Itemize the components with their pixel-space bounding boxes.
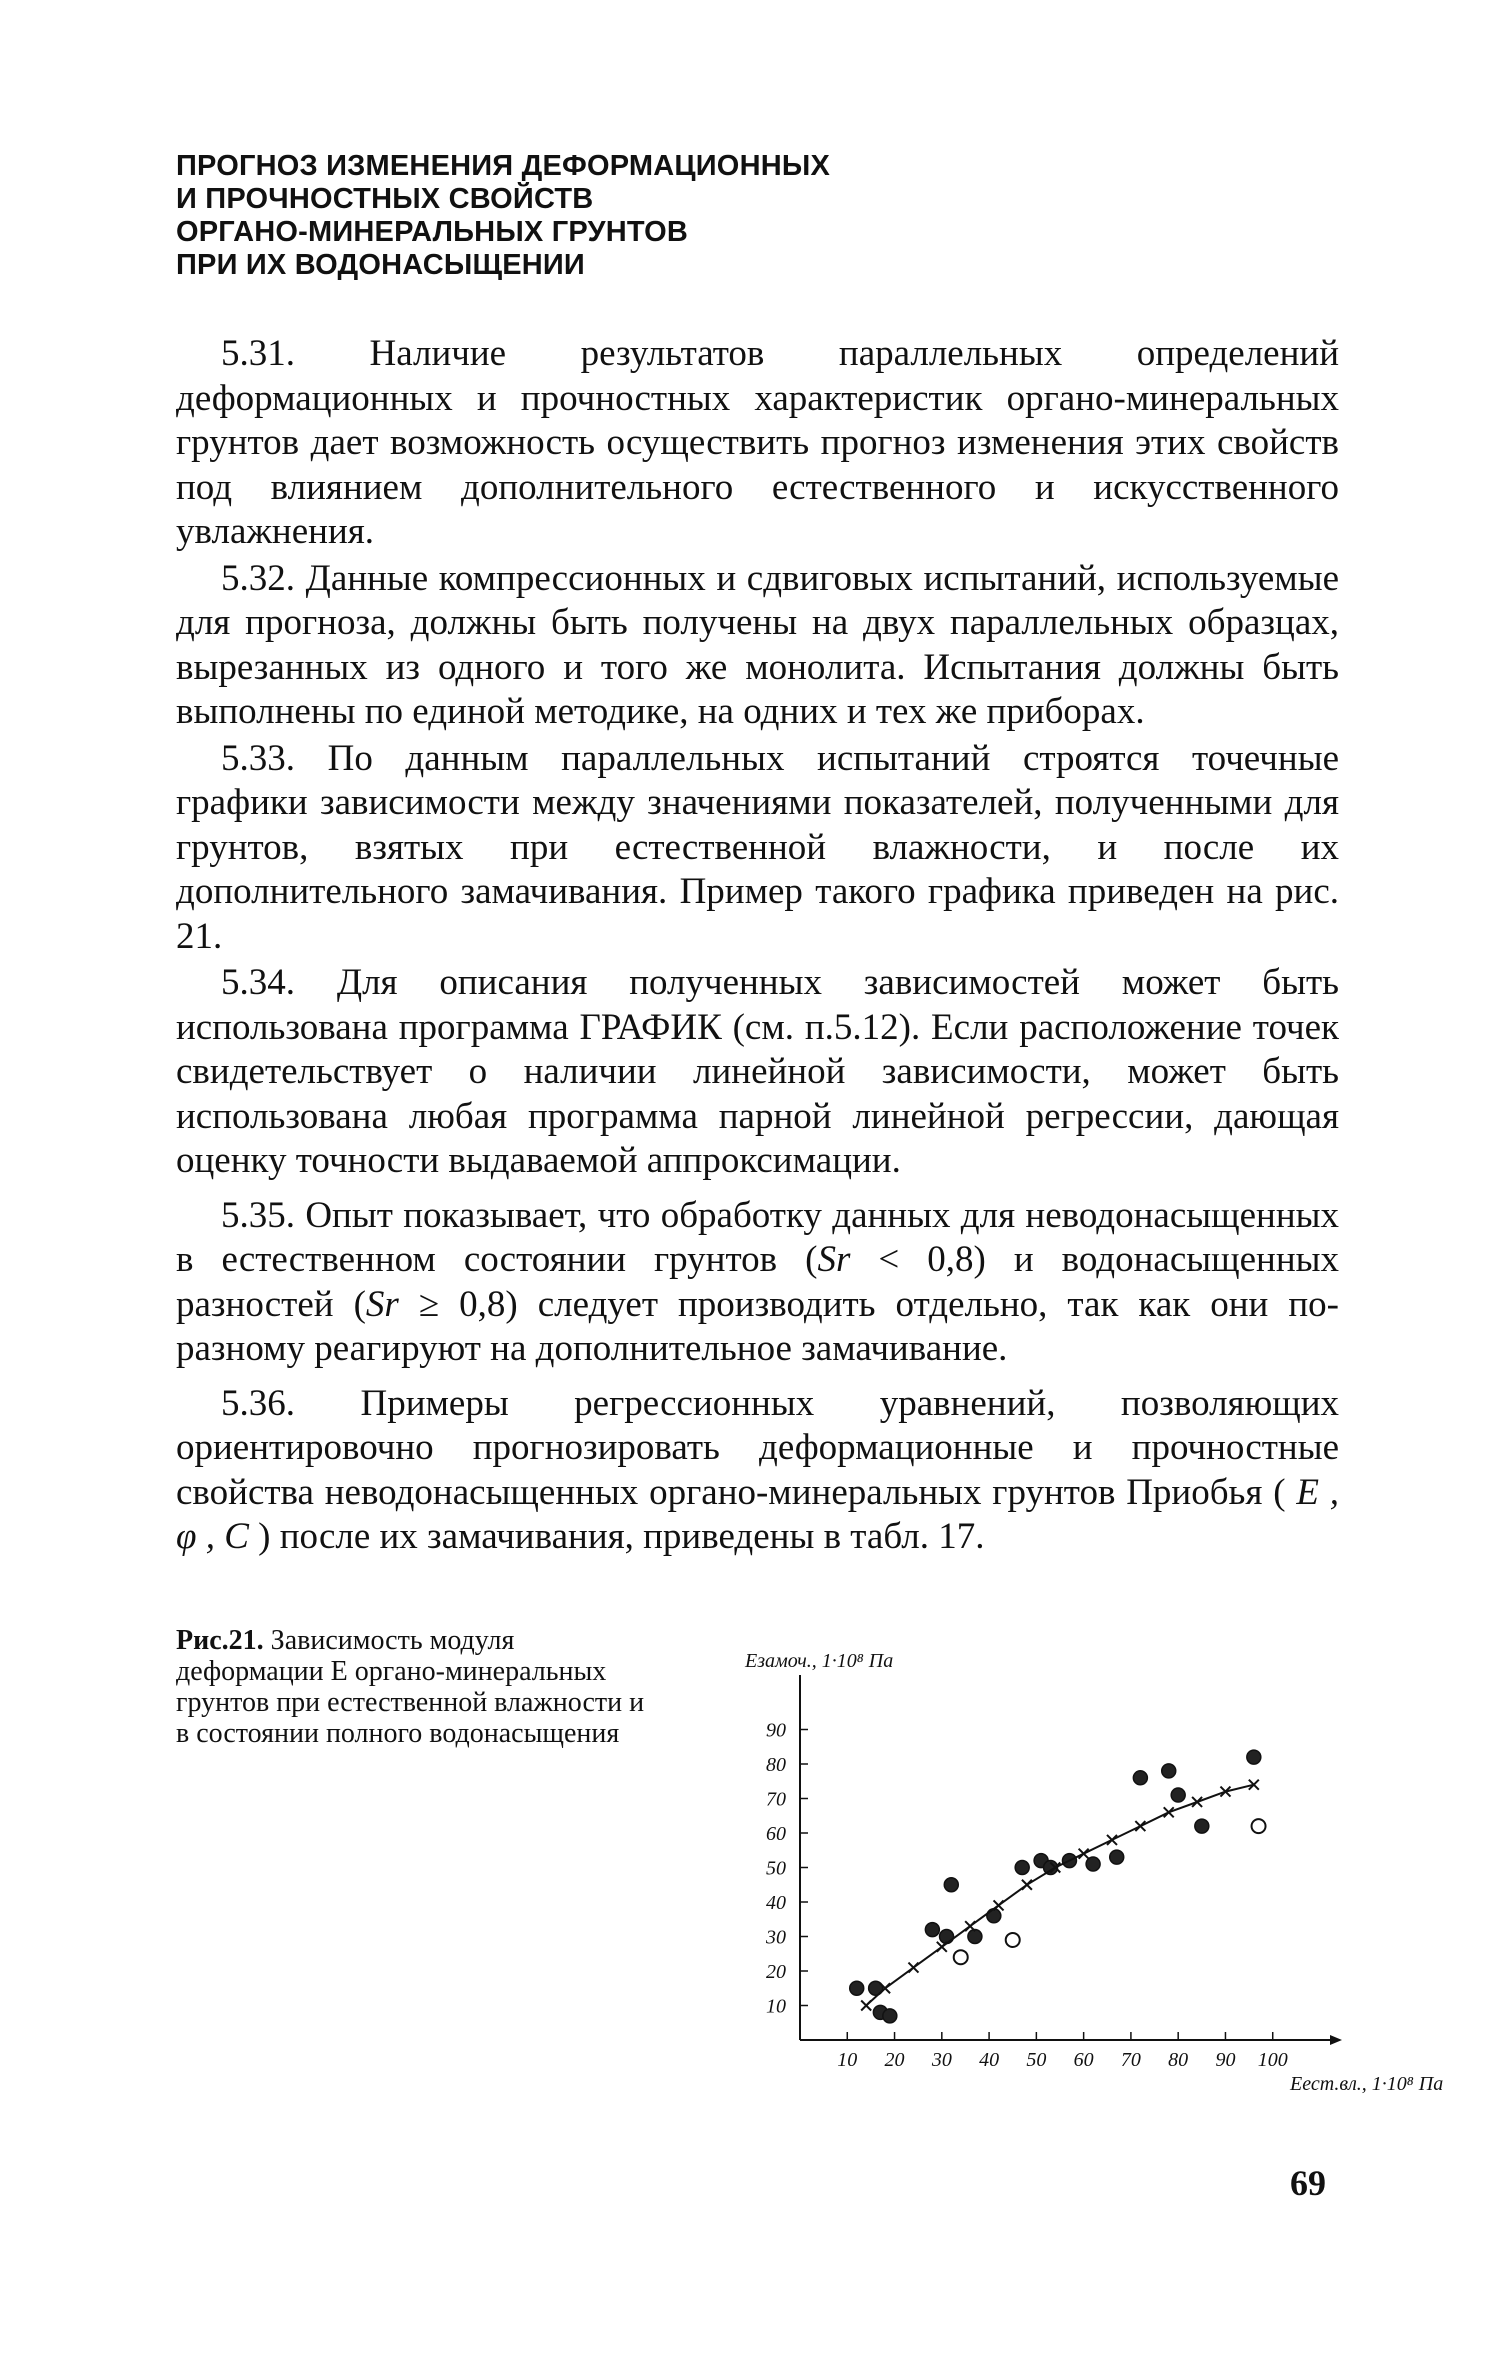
fit-marker-cross — [1107, 1835, 1117, 1845]
x-tick-label: 20 — [884, 2049, 905, 2071]
section-heading — [176, 150, 976, 282]
x-tick-label: 60 — [1073, 2049, 1094, 2071]
regression-line — [866, 1785, 1254, 2006]
paragraph-text: Примеры регрессионных уравнений, позволяющих ориентировочно прогнозировать деформационные и прочностные свойства неводонасыщенных органо-минеральных грунтов Приобья ( — [176, 1382, 1339, 1513]
fit-marker-cross — [1079, 1849, 1089, 1859]
x-tick-label: 80 — [1168, 2049, 1189, 2071]
data-point-open — [1006, 1933, 1020, 1947]
paragraph-text: Данные компрессионных и сдвиговых испытаний, используемые для прогноза, должны быть получены на двух параллельных образцах, вырезанных из одного и того же монолита. Испытания должны быть выполнены по единой методике, на одних и тех же приборах. — [176, 557, 1339, 732]
data-point-filled — [968, 1930, 982, 1944]
data-point-filled — [850, 1981, 864, 1995]
data-point-filled — [1195, 1819, 1209, 1833]
symbol-sr: Sr — [365, 1283, 399, 1325]
data-point-filled — [1171, 1788, 1185, 1802]
data-point-filled — [1110, 1850, 1124, 1864]
y-tick-label: 20 — [766, 1961, 786, 1983]
heading-line: И ПРОЧНОСТНЫХ СВОЙСТВ — [176, 183, 594, 215]
fit-marker-cross — [861, 2001, 871, 2011]
paragraph-5-33 — [176, 737, 1339, 960]
symbols-e-phi-c: E , φ , C — [176, 1471, 1339, 1557]
fit-marker-cross — [937, 1942, 947, 1952]
paragraph-5-32 — [176, 557, 1339, 735]
paragraph-5-35 — [176, 1194, 1339, 1372]
paragraph-text: ≥ 0,8) следует производить отдельно, так как они по-разному реагируют на дополнительное замачивание. — [176, 1283, 1339, 1369]
x-tick-label: 90 — [1215, 2049, 1236, 2071]
data-point-filled — [1247, 1750, 1261, 1764]
y-tick-label: 60 — [766, 1823, 786, 1845]
figure-caption-text: Зависимость модуля деформации E органо-минеральных грунтов при естественной влажности и в состоянии полного водонасыщения — [176, 1625, 645, 1749]
figure-label: Рис.21. — [176, 1625, 264, 1656]
fit-marker-cross — [1164, 1807, 1174, 1817]
paragraph-text: Опыт показывает, что обработку данных для неводонасыщенных в естественном состоянии грунтов ( — [176, 1194, 1339, 1280]
y-tick-label: 70 — [766, 1788, 786, 1811]
fit-marker-cross — [994, 1900, 1004, 1910]
paragraph-text: По данным параллельных испытаний строятся точечные графики зависимости между значениями показателей, полученными для грунтов, взятых при естественной влажности, и после их дополнительного замачивания. Пример такого графика приведен на рис. 21. — [176, 737, 1339, 957]
paragraph-number: 5.35. — [221, 1194, 295, 1236]
paragraph-text: ) после их замачивания, приведены в табл. 17. — [248, 1516, 985, 1557]
y-tick-label: 50 — [766, 1857, 786, 1880]
y-tick-label: 30 — [766, 1926, 786, 1949]
data-point-filled — [925, 1923, 939, 1937]
page-number: 69 — [1290, 2163, 1326, 2203]
data-point-filled — [940, 1930, 954, 1944]
scatter-chart — [730, 1640, 1444, 2120]
paragraph-number: 5.31. — [221, 333, 295, 374]
data-point-open — [1252, 1819, 1266, 1833]
x-axis-title: Eест.вл., 1·10⁸ Па — [1290, 2073, 1444, 2095]
paragraph-5-31 — [176, 332, 1339, 555]
data-point-filled — [1133, 1771, 1147, 1785]
y-tick-label: 40 — [766, 1892, 786, 1914]
x-tick-label: 40 — [979, 2049, 1000, 2071]
fit-marker-cross — [1135, 1821, 1145, 1831]
fit-marker-cross — [965, 1921, 975, 1931]
paragraph-text: < 0,8) и водонасыщенных разностей ( — [176, 1239, 1339, 1325]
symbol-sr: Sr — [817, 1239, 851, 1280]
paragraph-5-36 — [176, 1382, 1339, 1560]
chart-container — [730, 1640, 1444, 2120]
data-point-filled — [1086, 1857, 1100, 1871]
x-tick-label: 50 — [1026, 2049, 1047, 2071]
y-tick-label: 90 — [766, 1719, 786, 1742]
x-tick-label: 10 — [837, 2049, 858, 2071]
paragraph-number: 5.33. — [221, 737, 295, 779]
x-tick-label: 70 — [1120, 2049, 1141, 2071]
heading-line: ПРИ ИХ ВОДОНАСЫЩЕНИИ — [176, 249, 585, 281]
fit-marker-cross — [908, 1963, 918, 1973]
heading-line: ОРГАНО-МИНЕРАЛЬНЫХ ГРУНТОВ — [176, 216, 688, 248]
x-tick-label: 30 — [931, 2049, 952, 2071]
fit-marker-cross — [1022, 1880, 1032, 1890]
x-tick-label: 100 — [1257, 2049, 1288, 2071]
data-point-filled — [1162, 1764, 1176, 1778]
fit-marker-cross — [1192, 1797, 1202, 1807]
paragraph-5-34 — [176, 961, 1339, 1184]
paragraph-number: 5.36. — [221, 1382, 295, 1424]
y-axis-title: Eзамоч., 1·10⁸ Па — [745, 1650, 894, 1672]
y-tick-label: 80 — [766, 1754, 786, 1776]
paragraph-number: 5.34. — [221, 962, 295, 1003]
heading-line: ПРОГНОЗ ИЗМЕНЕНИЯ ДЕФОРМАЦИОННЫХ — [176, 150, 830, 182]
y-tick-label: 10 — [766, 1995, 786, 2018]
x-axis-arrow — [1330, 2035, 1342, 2045]
data-point-filled — [944, 1878, 958, 1892]
paragraph-text: Для описания полученных зависимостей может быть использована программа ГРАФИК (см. п.5.12). Если расположение точек свидетельствует о наличии линейной зависимости, может быть использована любая программа парной линейной регрессии, дающая оценку точности выдаваемой аппроксимации. — [176, 962, 1339, 1181]
body-text — [176, 332, 1339, 1562]
paragraph-text: Наличие результатов параллельных определений деформационных и прочностных характеристик органо-минеральных грунтов дает возможность осуществить прогноз изменения этих свойств под влиянием дополнительного естественного и искусственного увлажнения. — [176, 333, 1339, 552]
data-point-open — [954, 1950, 968, 1964]
data-point-filled — [883, 2009, 897, 2023]
paragraph-number: 5.32. — [221, 557, 295, 599]
data-point-filled — [1015, 1861, 1029, 1875]
figure-caption — [176, 1625, 661, 1749]
data-point-filled — [987, 1909, 1001, 1923]
